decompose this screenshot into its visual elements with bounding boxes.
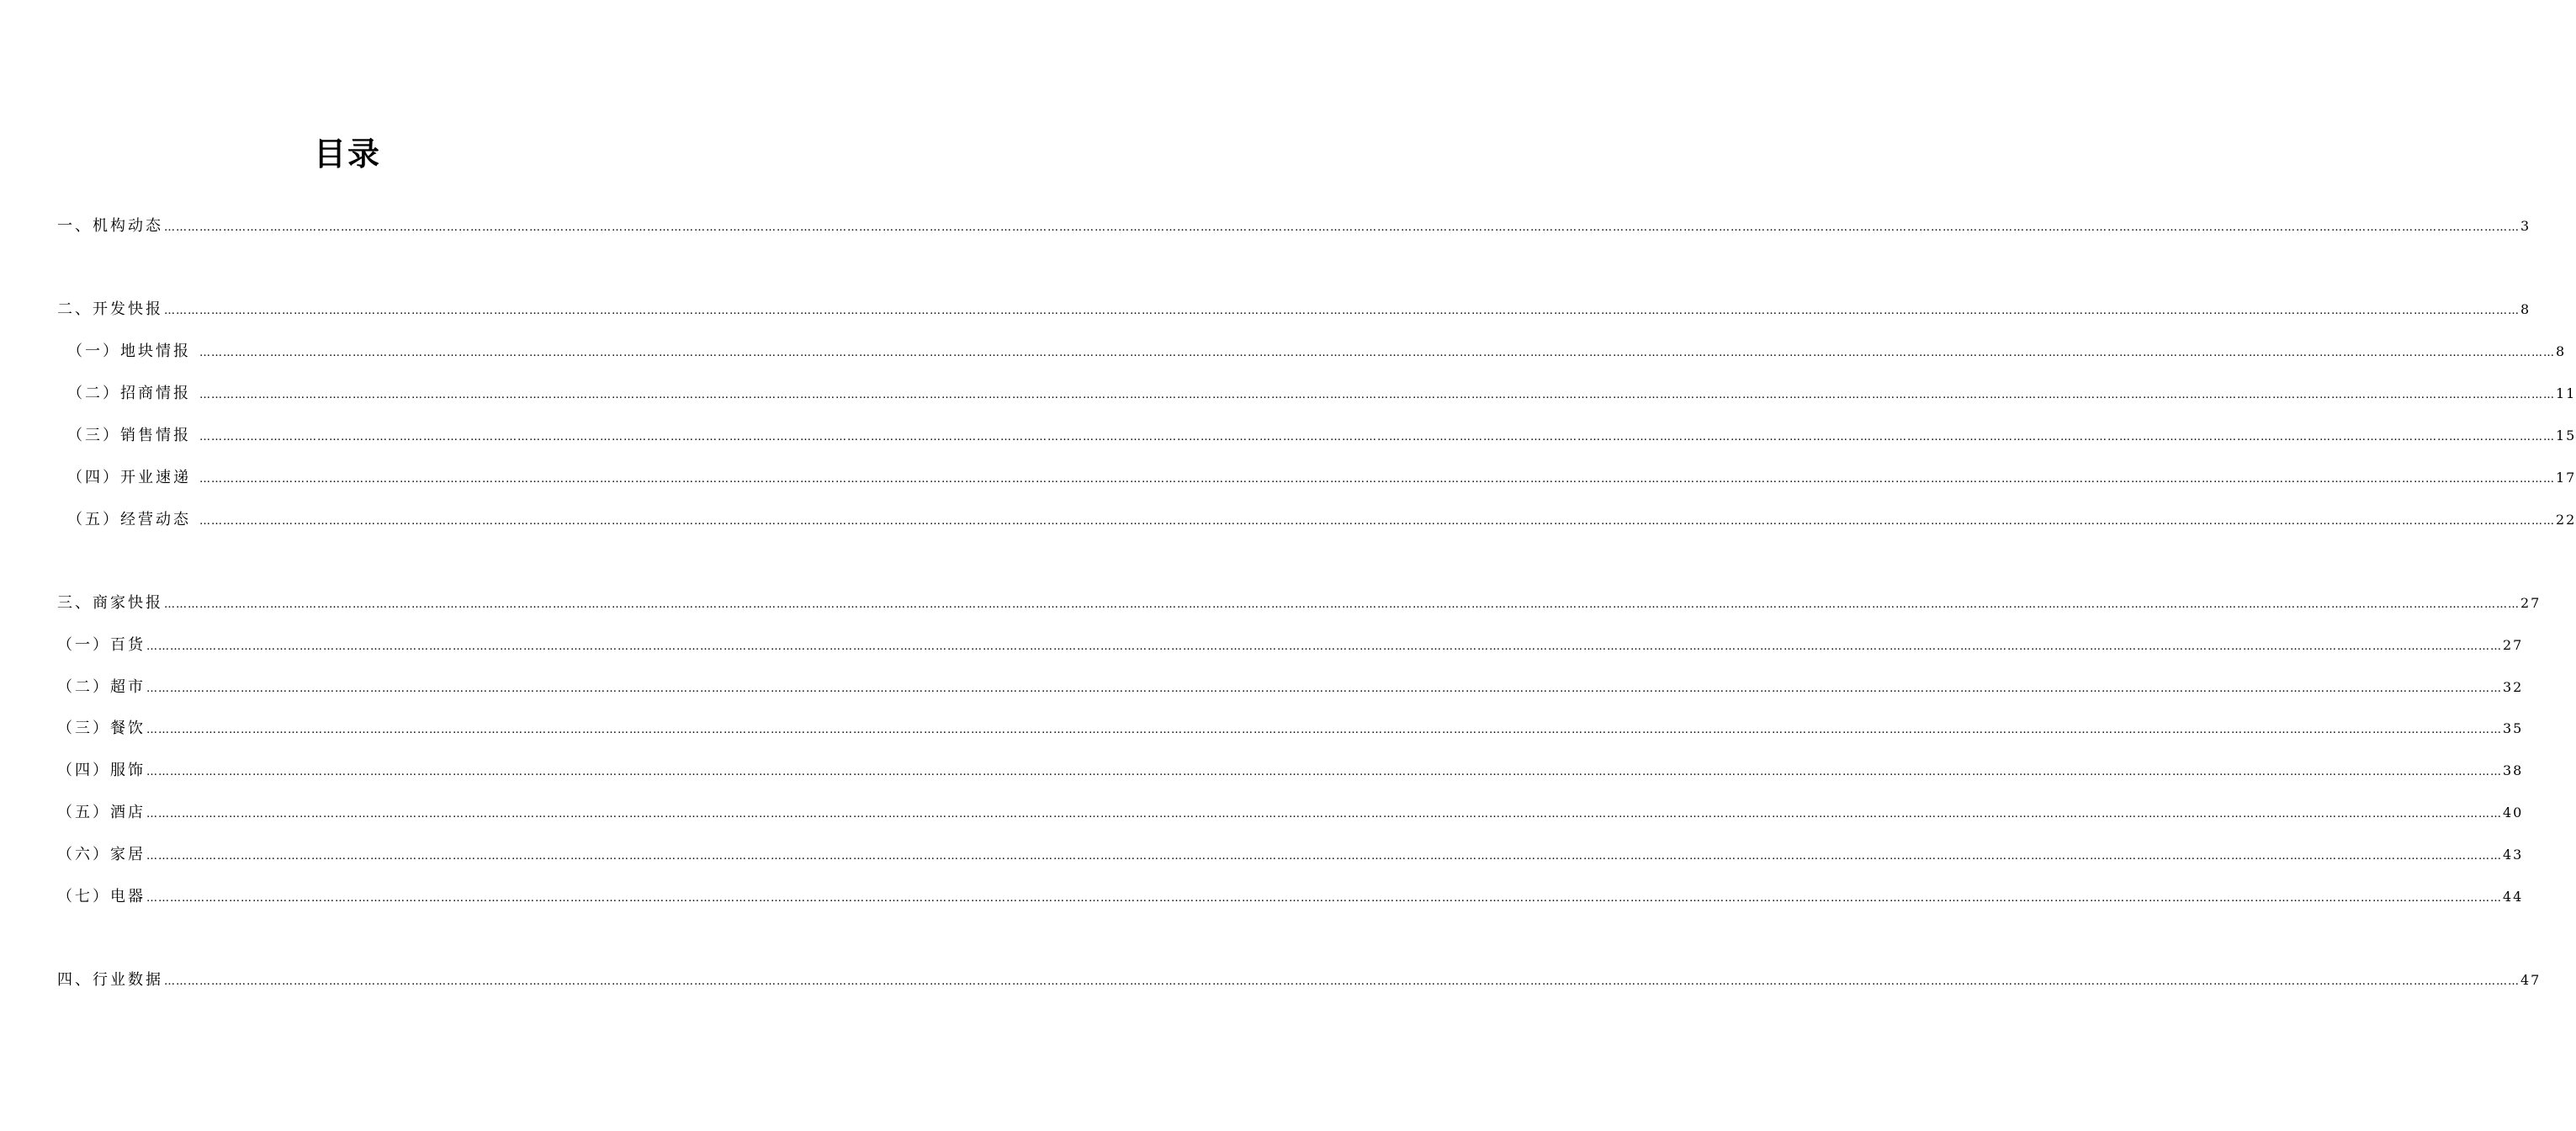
toc-entry-industry-data[interactable] — [57, 969, 2542, 992]
toc-entry-catering[interactable] — [57, 717, 2524, 741]
toc-entry-label: （一）百货 — [57, 636, 146, 654]
toc-entry-label: （七）电器 — [57, 888, 146, 905]
toc-leader-dots: …………………………………………………………………………………………………………………………………………………………………………………………………………………………………………………………………………………………………………………………………………………………………………………………………………………………………………………………………………………………………………………………………………………… — [164, 221, 2520, 234]
toc-entry-page: 3 — [2520, 218, 2531, 234]
toc-entry-operation-news[interactable] — [67, 508, 2576, 532]
toc-entry-label: （三）餐饮 — [57, 719, 146, 737]
toc-entry-label: 一、机构动态 — [57, 217, 163, 235]
toc-entry-label: 二、开发快报 — [57, 300, 163, 318]
toc-entry-label: 三、商家快报 — [57, 594, 163, 612]
toc-entry-label: （二）招商情报 — [67, 385, 191, 402]
toc-entry-page: 11 — [2556, 385, 2576, 401]
toc-leader-dots: …………………………………………………………………………………………………………………………………………………………………………………………………………………………………………………………………………………………………………………………………………………………………………………………………………………………………………………………………………………………………………………………………………………… — [199, 347, 2555, 359]
toc-entry-page: 8 — [2520, 301, 2531, 317]
toc-entry-page: 27 — [2520, 595, 2542, 611]
toc-entry-page: 44 — [2503, 889, 2524, 905]
page-title: 目录 — [313, 135, 381, 173]
toc-leader-dots: …………………………………………………………………………………………………………………………………………………………………………………………………………………………………………………………………………………………………………………………………………………………………………………………………………………………………………………………………………………………………………………………………………………… — [199, 431, 2555, 443]
toc-entry-label: （四）开业速递 — [67, 469, 191, 486]
toc-entry-department-store[interactable] — [57, 634, 2524, 657]
toc-leader-dots: …………………………………………………………………………………………………………………………………………………………………………………………………………………………………………………………………………………………………………………………………………………………………………………………………………………………………………………………………………………………………………………………………………………… — [146, 892, 2502, 905]
toc-leader-dots: …………………………………………………………………………………………………………………………………………………………………………………………………………………………………………………………………………………………………………………………………………………………………………………………………………………………………………………………………………………………………………………………………………………… — [146, 850, 2502, 863]
toc-leader-dots: …………………………………………………………………………………………………………………………………………………………………………………………………………………………………………………………………………………………………………………………………………………………………………………………………………………………………………………………………………………………………………………………………………………… — [146, 724, 2502, 736]
toc-entry-label: （三）销售情报 — [67, 427, 191, 444]
toc-entry-page: 47 — [2520, 972, 2542, 988]
toc-entry-label: （一）地块情报 — [67, 342, 191, 360]
toc-entry-page: 17 — [2556, 470, 2576, 486]
toc-entry-land-intel[interactable] — [67, 340, 2567, 364]
toc-entry-label: （五）经营动态 — [67, 511, 191, 528]
toc-entry-institution-news[interactable] — [57, 215, 2531, 238]
toc-entry-label: （六）家居 — [57, 846, 146, 863]
toc-entry-label: （四）服饰 — [57, 762, 146, 779]
toc-entry-page: 35 — [2503, 720, 2524, 736]
toc-leader-dots: …………………………………………………………………………………………………………………………………………………………………………………………………………………………………………………………………………………………………………………………………………………………………………………………………………………………………………………………………………………………………………………………………………………… — [164, 975, 2520, 988]
toc-entry-label: （二）超市 — [57, 678, 146, 696]
toc-entry-page: 43 — [2503, 847, 2524, 863]
toc-entry-supermarket[interactable] — [57, 676, 2524, 699]
toc-entry-opening-express[interactable] — [67, 466, 2576, 490]
toc-entry-label: 四、行业数据 — [57, 971, 163, 989]
toc-entry-page: 22 — [2556, 512, 2576, 528]
toc-leader-dots: …………………………………………………………………………………………………………………………………………………………………………………………………………………………………………………………………………………………………………………………………………………………………………………………………………………………………………………………………………………………………………………………………………………… — [146, 682, 2502, 695]
toc-leader-dots: …………………………………………………………………………………………………………………………………………………………………………………………………………………………………………………………………………………………………………………………………………………………………………………………………………………………………………………………………………………………………………………………………………………… — [146, 766, 2502, 778]
toc-entry-page: 38 — [2503, 762, 2524, 778]
toc-entry-appliances[interactable] — [57, 885, 2524, 909]
toc-leader-dots: …………………………………………………………………………………………………………………………………………………………………………………………………………………………………………………………………………………………………………………………………………………………………………………………………………………………………………………………………………………………………………………………………………………… — [146, 808, 2502, 820]
toc-entry-merchant-news[interactable] — [57, 592, 2542, 615]
toc-entry-page: 27 — [2503, 637, 2524, 653]
toc-leader-dots: …………………………………………………………………………………………………………………………………………………………………………………………………………………………………………………………………………………………………………………………………………………………………………………………………………………………………………………………………………………………………………………………………………………… — [164, 305, 2520, 317]
toc-entry-label: （五）酒店 — [57, 804, 146, 821]
toc-entry-hotel[interactable] — [57, 801, 2524, 825]
toc-entry-development-news[interactable] — [57, 298, 2531, 321]
toc-leader-dots: …………………………………………………………………………………………………………………………………………………………………………………………………………………………………………………………………………………………………………………………………………………………………………………………………………………………………………………………………………………………………………………………………………………… — [199, 515, 2555, 528]
toc-leader-dots: …………………………………………………………………………………………………………………………………………………………………………………………………………………………………………………………………………………………………………………………………………………………………………………………………………………………………………………………………………………………………………………………………………………… — [146, 640, 2502, 653]
toc-entry-page: 8 — [2556, 343, 2567, 359]
toc-leader-dots: …………………………………………………………………………………………………………………………………………………………………………………………………………………………………………………………………………………………………………………………………………………………………………………………………………………………………………………………………………………………………………………………………………………… — [164, 598, 2520, 611]
toc-entry-sales-intel[interactable] — [67, 424, 2576, 448]
toc-entry-home-furnishing[interactable] — [57, 843, 2524, 867]
toc-entry-page: 32 — [2503, 679, 2524, 695]
toc-leader-dots: …………………………………………………………………………………………………………………………………………………………………………………………………………………………………………………………………………………………………………………………………………………………………………………………………………………………………………………………………………………………………………………………………………………… — [199, 389, 2555, 401]
toc-entry-apparel[interactable] — [57, 759, 2524, 783]
toc-leader-dots: …………………………………………………………………………………………………………………………………………………………………………………………………………………………………………………………………………………………………………………………………………………………………………………………………………………………………………………………………………………………………………………………………………………… — [199, 473, 2555, 486]
toc-entry-page: 40 — [2503, 804, 2524, 820]
toc-entry-leasing-intel[interactable] — [67, 382, 2576, 406]
toc-entry-page: 15 — [2556, 427, 2576, 443]
